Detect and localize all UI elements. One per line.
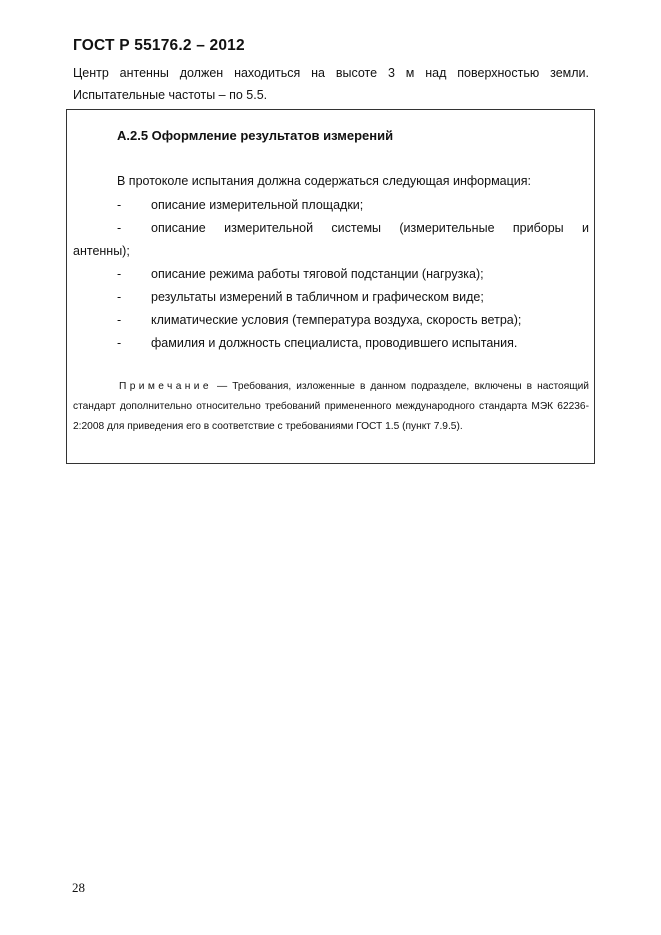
list-item-text: описание режима работы тяговой подстанции (нагрузка);: [151, 267, 484, 281]
list-dash: -: [117, 198, 122, 212]
list-item-text: результаты измерений в табличном и графическом виде;: [151, 290, 484, 304]
list-item-text: фамилия и должность специалиста, проводившего испытания.: [151, 336, 518, 350]
list-item-text: описание измерительной площадки;: [151, 198, 364, 212]
list-dash: -: [117, 290, 122, 304]
intro-paragraph: [73, 62, 589, 106]
list-item: [73, 309, 589, 332]
list-item: [73, 263, 589, 286]
intro-line-test-frequencies: Испытательные частоты – по 5.5.: [73, 88, 268, 102]
section-title: А.2.5 Оформление результатов измерений: [117, 128, 394, 143]
list-item-text-line2: антенны);: [73, 244, 130, 258]
list-dash: -: [117, 313, 122, 327]
note-text: — Требования, изложенные в данном подразделе, включены в настоящий стандарт дополнительно относительно требований примененного международного стандарта МЭК 62236-2:2008 для приведения его в соответствие с требованиями ГОСТ 1.5 (пункт 7.9.5).: [73, 381, 589, 432]
requirements-list: [73, 194, 589, 355]
document-header: ГОСТ Р 55176.2 – 2012: [73, 37, 245, 54]
section-note: [73, 377, 589, 437]
list-dash: -: [117, 221, 122, 235]
list-item: [73, 286, 589, 309]
list-item-text-line1: описание измерительной системы (измерительные приборы и: [151, 221, 589, 235]
list-dash: -: [117, 336, 122, 350]
section-lead-text: В протоколе испытания должна содержаться следующая информация:: [117, 174, 532, 188]
list-item: [73, 332, 589, 355]
list-item: [73, 217, 589, 263]
list-item: [73, 194, 589, 217]
list-dash: -: [117, 267, 122, 281]
note-label: Примечание: [119, 381, 212, 392]
list-item-text: [73, 217, 589, 263]
intro-line-antenna-height: Центр антенны должен находиться на высоте 3 м над поверхностью земли.: [73, 66, 589, 80]
page-number: 28: [72, 880, 85, 895]
list-item-text: климатические условия (температура воздуха, скорость ветра);: [151, 313, 522, 327]
